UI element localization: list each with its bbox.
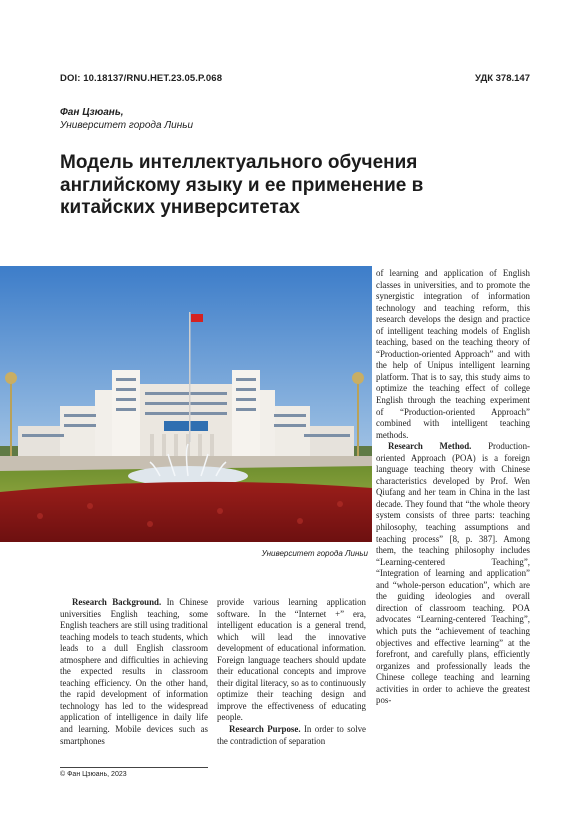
body-column-2 xyxy=(217,597,366,747)
udk-label: УДК 378.147 xyxy=(475,73,530,84)
figure-caption: Университет города Линьи xyxy=(261,549,368,558)
paragraph-purpose: In order to solve the contradiction of separation xyxy=(217,724,366,746)
paragraph-background: In Chinese universities English teaching, some English teachers are still using traditional teaching models to teach students, which leads to a dull English classroom atmosphere and difficulties in achieving the expected results in classroom teaching efficiency. On the other hand, the rapid development of information technology has led to the widespread application of intelligence in daily life and learning. Mobile devices such as smartphones xyxy=(60,597,208,746)
doi-label: DOI: 10.18137/RNU.HET.23.05.P.068 xyxy=(60,73,223,84)
paragraph-purpose-continued: of learning and application of English classes in universities, and to promote the synergistic integration of information technology and teaching reform, this research develops the design and practice of intelligent teaching models of English teaching, based on the teaching theory of “Production-oriented Approach” and with the help of Unipus intelligent learning platform. That is to say, this study aims to optimize the teaching effect of college English through the teaching experiment of “Production-oriented Approach” combined with intelligent teaching methods. xyxy=(376,268,530,440)
author-name: Фан Цзюань, xyxy=(60,107,124,118)
university-photo xyxy=(0,266,372,542)
body-column-3 xyxy=(376,268,530,707)
paragraph-continuation: provide various learning application software. In the “Internet +” era, intelligent education is a general trend, which will lead the innovative development of educational information. Foreign language teachers should update their educational concepts and improve their digital literacy, so as to continuously optimize their teaching design and improve the effectiveness of educating people. xyxy=(217,597,366,723)
copyright-footer: © Фан Цзюань, 2023 xyxy=(60,771,127,778)
section-heading-purpose: Research Purpose. xyxy=(229,724,301,735)
author-affiliation: Университет города Линьи xyxy=(60,120,194,131)
section-heading-background: Research Background. xyxy=(72,597,162,607)
paragraph-method: Production-oriented Approach (POA) is a foreign language teaching theory with Chinese characteristics developed by Prof. Wen Qiufang and her team in China in the last decade. They found that “the whole theory system consists of three parts: teaching philosophy, teaching assumptions and teaching process” [8, p. 387]. Among them, the teaching philosophy includes “Learning-centered Teaching”, “Integration of learning and application” and “whole-person education”, which are the guiding ideologies and overall direction of classroom teaching. POA advocates “Learning-centered Teaching”, which puts the “achievement of teaching objectives and effective learning” at the forefront, and carefully plans, efficiently organizes and professionally leads the Chinese college teaching and learning activities in order to achieve the greatest pos- xyxy=(376,441,530,706)
section-heading-method: Research Method. xyxy=(388,441,472,452)
body-column-1 xyxy=(60,597,208,747)
article-title: Модель интеллектуального обучения английскому языку и ее применение в китайских университетах xyxy=(60,152,424,218)
footer-divider xyxy=(60,767,208,768)
